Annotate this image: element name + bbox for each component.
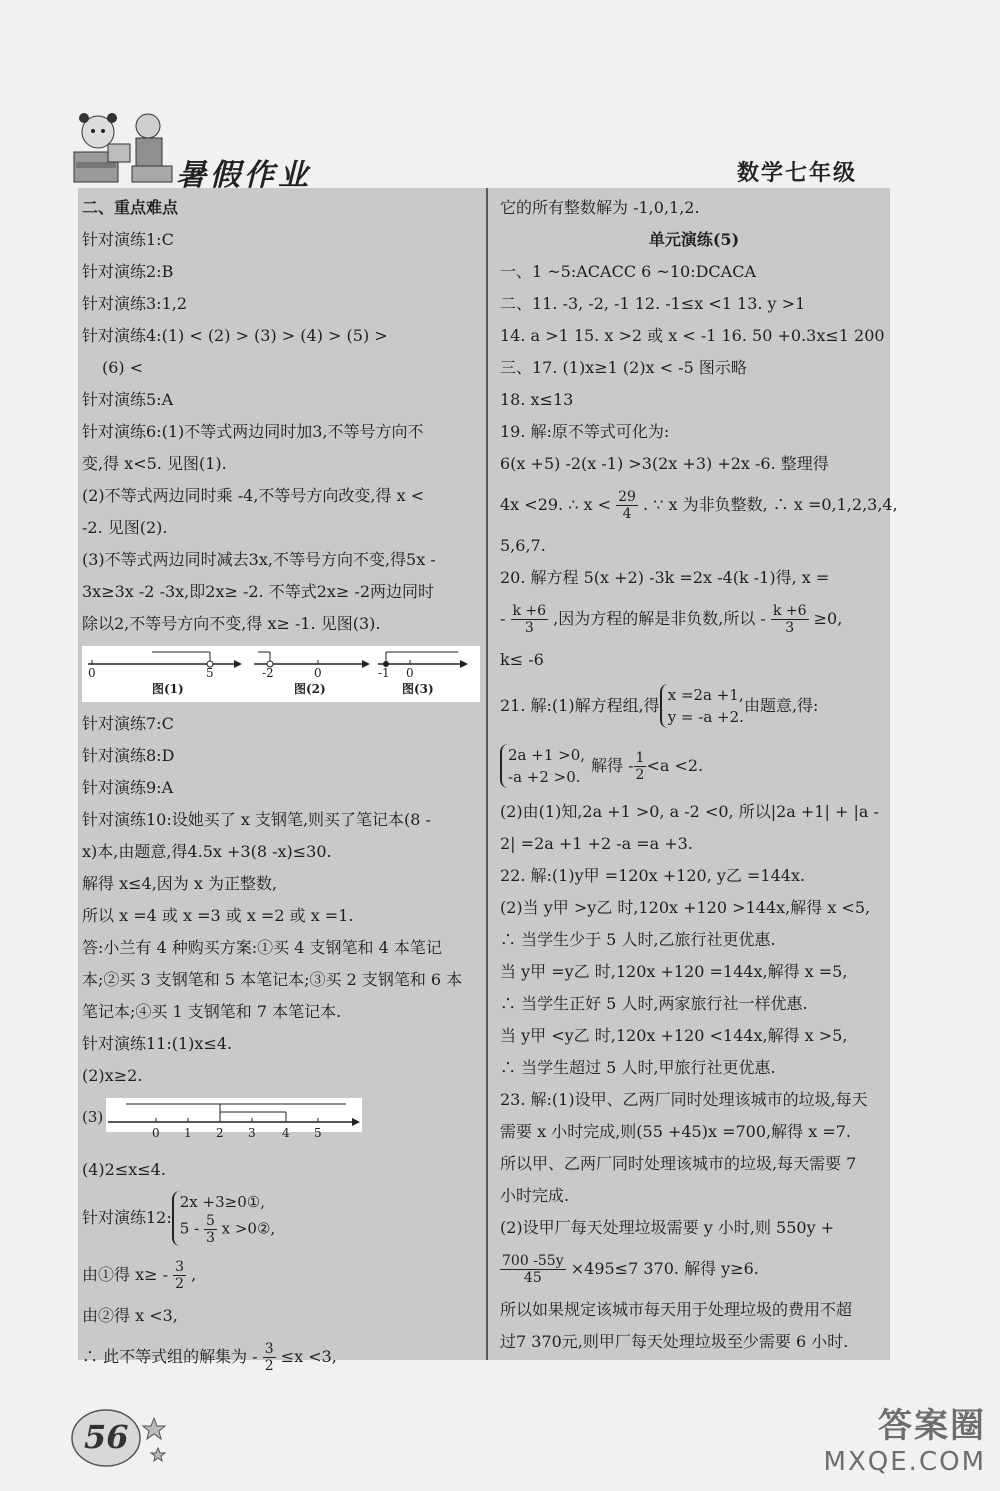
- fig-label: 3: [248, 1126, 256, 1140]
- text-line: [500, 594, 888, 644]
- text-line: 它的所有整数解为 -1,0,1,2.: [500, 198, 700, 217]
- text-line: [82, 1250, 480, 1300]
- fig-caption: 图(2): [294, 682, 326, 696]
- fig-label: 0: [314, 666, 322, 680]
- text-line: 一、1 ~5:ACACC 6 ~10:DCACA: [500, 262, 757, 281]
- expr: 由①得 x≥ -: [82, 1265, 169, 1284]
- fraction: [634, 750, 647, 783]
- equation-system: [500, 744, 585, 788]
- reading-children-illustration: [66, 104, 176, 190]
- system-line: y = -a +2.: [667, 708, 744, 726]
- text-line: (2)当 y甲 >y乙 时,120x +120 >144x,解得 x <5,: [500, 898, 871, 917]
- equation-system: [660, 684, 744, 728]
- text-line: (2)x≥2.: [82, 1066, 143, 1085]
- column-divider: [486, 188, 488, 1360]
- numerator: k +6: [772, 603, 807, 619]
- text-line: 过7 370元,则甲厂每天处理垃圾至少需要 6 小时.: [500, 1332, 849, 1351]
- text-line: 针对演练3:1,2: [82, 294, 188, 313]
- fig-label: -2: [262, 666, 274, 680]
- text-line: 针对演练12:: [82, 1208, 172, 1227]
- header-subject: 数学七年级: [737, 160, 858, 186]
- text-line: 5,6,7.: [500, 536, 546, 555]
- text-line: 需要 x 小时完成,则(55 +45)x =700,解得 x =7.: [500, 1122, 851, 1141]
- number-line-figure-3: [82, 1098, 480, 1148]
- denominator: 3: [524, 620, 534, 636]
- text-line: 当 y甲 =y乙 时,120x +120 =144x,解得 x =5,: [500, 962, 848, 981]
- text-line: 针对演练4:(1) < (2) > (3) > (4) > (5) >: [82, 326, 388, 345]
- inequality-system-12: [82, 1186, 480, 1250]
- fraction: [616, 489, 638, 522]
- denominator: 2: [175, 1276, 185, 1292]
- text-line: (4)2≤x≤4.: [82, 1160, 166, 1179]
- fig-label: 0: [406, 666, 414, 680]
- fig-label: 0: [152, 1126, 160, 1140]
- text-line: 18. x≤13: [500, 390, 574, 409]
- fraction: [500, 1253, 566, 1286]
- text-line: 二、11. -3, -2, -1 12. -1≤x <1 13. y >1: [500, 294, 806, 313]
- fraction: [173, 1259, 186, 1292]
- fig-caption: 图(3): [402, 682, 434, 696]
- expr: . ∵ x 为非负整数, ∴ x =0,1,2,3,4,: [643, 495, 898, 514]
- numerator: k +6: [512, 603, 547, 619]
- text-line: [500, 1244, 888, 1294]
- expr: <a <2.: [646, 756, 704, 775]
- denominator: 3: [205, 1229, 215, 1246]
- text-line: 针对演练2:B: [82, 262, 174, 281]
- text-line: 针对演练1:C: [82, 230, 174, 249]
- text-line: 针对演练10:设她买了 x 支钢笔,则买了笔记本(8 -: [82, 810, 431, 829]
- denominator: 2: [264, 1358, 274, 1374]
- numerator: 3: [264, 1341, 274, 1357]
- text-line: (2)由(1)知,2a +1 >0, a -2 <0, 所以|2a +1| + |a -: [500, 802, 879, 821]
- system-line: x =2a +1,: [667, 686, 744, 704]
- text-line: 答:小兰有 4 种购买方案:①买 4 支钢笔和 4 本笔记: [82, 938, 442, 957]
- fraction: [204, 1213, 217, 1246]
- text-line: 针对演练8:D: [82, 746, 175, 765]
- text-line: [500, 480, 898, 530]
- system-line: [180, 1213, 275, 1246]
- expr: -: [500, 609, 506, 628]
- text-line: 笔记本;④买 1 支钢笔和 7 本笔记本.: [82, 1002, 342, 1021]
- text-line: 所以如果规定该城市每天用于处理垃圾的费用不超: [500, 1300, 853, 1319]
- denominator: 4: [622, 506, 632, 522]
- text-line: 二、重点难点: [82, 198, 179, 217]
- expr: ≤x <3,: [280, 1347, 337, 1366]
- text-line: k≤ -6: [500, 650, 544, 669]
- text-line: 本;②买 3 支钢笔和 5 本笔记本;③买 2 支钢笔和 6 本: [82, 970, 463, 989]
- expr: ∴ 此不等式组的解集为 -: [82, 1347, 258, 1366]
- denominator: 2: [635, 766, 645, 783]
- text-line: 所以 x =4 或 x =3 或 x =2 或 x =1.: [82, 906, 354, 925]
- text-line: 针对演练9:A: [82, 778, 174, 797]
- text-line: 针对演练11:(1)x≤4.: [82, 1034, 233, 1053]
- header-title: 暑假作业: [176, 158, 312, 193]
- watermark-url: MXQE.COM: [823, 1447, 986, 1477]
- expr: ≥0,: [813, 609, 843, 628]
- fig-caption: 图(1): [152, 682, 184, 696]
- expr: ,因为方程的解是非负数,所以 -: [553, 609, 766, 628]
- equation-system: [172, 1191, 275, 1246]
- text-line: -2. 见图(2).: [82, 518, 168, 537]
- text-line: 针对演练7:C: [82, 714, 174, 733]
- denominator: 3: [785, 620, 795, 636]
- section-title: 单元演练(5): [648, 230, 740, 249]
- expr: x >0②,: [221, 1219, 276, 1237]
- text-line: 2| =2a +1 +2 -a =a +3.: [500, 834, 693, 853]
- fig-label: (3): [82, 1108, 104, 1126]
- text-line: x)本,由题意,得4.5x +3(8 -x)≤30.: [82, 842, 332, 861]
- text-line: 除以2,不等号方向不变,得 x≥ -1. 见图(3).: [82, 614, 381, 633]
- expr: ,: [191, 1265, 197, 1284]
- fraction: [263, 1341, 276, 1374]
- text-line: 14. a >1 15. x >2 或 x < -1 16. 50 +0.3x≤1 200: [500, 326, 885, 345]
- text-line: 三、17. (1)x≥1 (2)x < -5 图示略: [500, 358, 747, 377]
- text-line: 6(x +5) -2(x -1) >3(2x +3) +2x -6. 整理得: [500, 454, 829, 473]
- text-line: 19. 解:原不等式可化为:: [500, 422, 670, 441]
- fig-label: 2: [216, 1126, 224, 1140]
- text-line: 小时完成.: [500, 1186, 570, 1205]
- expr: 21. 解:(1)解方程组,得: [500, 696, 660, 715]
- text-line: 所以甲、乙两厂同时处理该城市的垃圾,每天需要 7: [500, 1154, 857, 1173]
- text-line: [82, 1332, 480, 1382]
- expr: 4x <29. ∴ x <: [500, 495, 612, 514]
- right-column: [500, 192, 898, 1358]
- text-line: ∴ 当学生少于 5 人时,乙旅行社更优惠.: [500, 930, 776, 949]
- text-line: 针对演练6:(1)不等式两边同时加3,不等号方向不: [82, 422, 424, 441]
- expr: 5 -: [179, 1219, 200, 1237]
- text-line: 22. 解:(1)y甲 =120x +120, y乙 =144x.: [500, 866, 806, 885]
- expr: 由题意,得:: [743, 696, 819, 715]
- numerator: 1: [635, 749, 645, 766]
- fraction: [511, 603, 549, 636]
- fig-label: 5: [314, 1126, 322, 1140]
- text-line: (2)不等式两边同时乘 -4,不等号方向改变,得 x <: [82, 486, 425, 505]
- numerator: 700 -55y: [502, 1253, 564, 1269]
- system-line: 2x +3≥0①,: [179, 1192, 265, 1211]
- fraction: [771, 603, 809, 636]
- numerator: 3: [175, 1259, 185, 1275]
- number-line-figures: [82, 646, 480, 702]
- inequality-system-21: [500, 736, 888, 796]
- text-line: ∴ 当学生超过 5 人时,甲旅行社更优惠.: [500, 1058, 776, 1077]
- fig-label: 1: [184, 1126, 192, 1140]
- fig-label: -1: [378, 666, 390, 680]
- text-line: 针对演练5:A: [82, 390, 174, 409]
- equation-system-21: [500, 676, 888, 736]
- text-line: 解得 x≤4,因为 x 为正整数,: [82, 874, 278, 893]
- text-line: (3)不等式两边同时减去3x,不等号方向不变,得5x -: [82, 550, 436, 569]
- system-line: 2a +1 >0,: [508, 746, 586, 764]
- fig-label: 5: [206, 666, 214, 680]
- expr: 解得 -: [591, 756, 634, 775]
- fig-label: 0: [88, 666, 96, 680]
- text-line: 20. 解方程 5(x +2) -3k =2x -4(k -1)得, x =: [500, 568, 830, 587]
- text-line: (6) <: [102, 358, 144, 377]
- text-line: 当 y甲 <y乙 时,120x +120 <144x,解得 x >5,: [500, 1026, 848, 1045]
- text-line: 23. 解:(1)设甲、乙两厂同时处理该城市的垃圾,每天: [500, 1090, 868, 1109]
- text-line: ∴ 当学生正好 5 人时,两家旅行社一样优惠.: [500, 994, 808, 1013]
- text-line: 变,得 x<5. 见图(1).: [82, 454, 227, 473]
- text-line: 3x≥3x -2 -3x,即2x≥ -2. 不等式2x≥ -2两边同时: [82, 582, 435, 601]
- fig-label: 4: [282, 1126, 290, 1140]
- text-line: 由②得 x <3,: [82, 1306, 178, 1325]
- text-line: (2)设甲厂每天处理垃圾需要 y 小时,则 550y +: [500, 1218, 835, 1237]
- expr: ×495≤7 370. 解得 y≥6.: [570, 1259, 759, 1278]
- left-column: [82, 192, 480, 1382]
- numerator: 29: [618, 489, 636, 505]
- system-line: -a +2 >0.: [508, 768, 581, 786]
- watermark: [824, 1398, 986, 1477]
- watermark-text: 答案圈: [878, 1406, 986, 1446]
- page-number: 56: [84, 1418, 129, 1456]
- denominator: 45: [523, 1270, 542, 1286]
- numerator: 5: [205, 1212, 215, 1229]
